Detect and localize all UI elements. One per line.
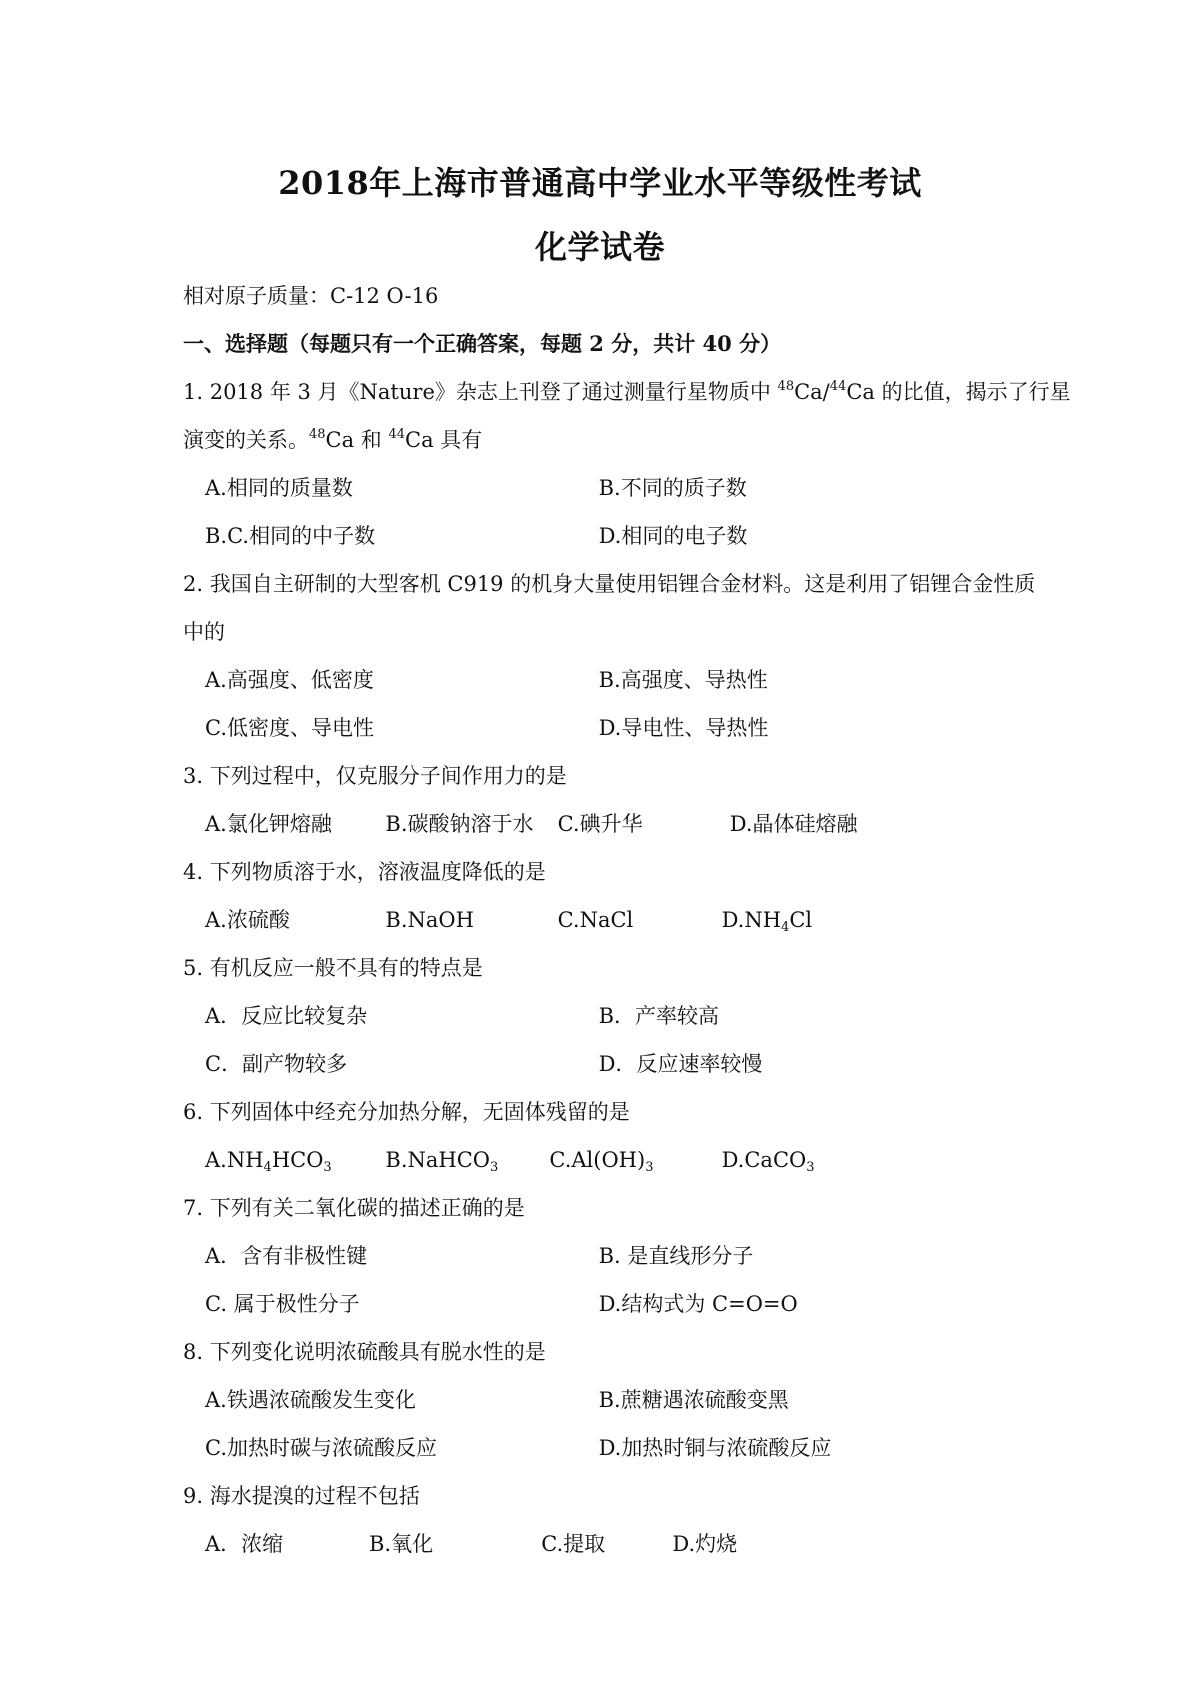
question-1-stem xyxy=(183,379,1071,404)
question-6-options xyxy=(205,1148,1025,1174)
q4-d-sub: 4 xyxy=(781,920,790,935)
q8-option-b[interactable]: B.蔗糖遇浓硫酸变黑 xyxy=(598,1388,789,1412)
q6-option-a[interactable] xyxy=(205,1148,332,1175)
question-6-stem: 6. 下列固体中经充分加热分解，无固体残留的是 xyxy=(183,1100,630,1124)
q1-ca-slash: Ca/ xyxy=(794,380,830,404)
q6-option-c[interactable] xyxy=(549,1148,654,1175)
q1-text-c: 演变的关系。 xyxy=(183,428,309,452)
question-5-options-row1 xyxy=(205,1004,1025,1030)
q2-option-b[interactable]: B.高强度、导热性 xyxy=(598,668,768,692)
q4-d-text-a: D.NH xyxy=(721,908,782,932)
q6-d-sub: 3 xyxy=(806,1160,815,1175)
q9-option-d[interactable]: D.灼烧 xyxy=(672,1532,738,1556)
q4-option-a[interactable]: A.浓硫酸 xyxy=(205,908,290,932)
q6-a-sub-2: 3 xyxy=(323,1160,332,1175)
question-9-stem: 9. 海水提溴的过程不包括 xyxy=(183,1484,420,1508)
q1-option-b[interactable]: B.不同的质子数 xyxy=(598,476,747,500)
q5-option-c[interactable]: C．副产物较多 xyxy=(205,1052,348,1076)
question-9-options xyxy=(205,1532,1025,1558)
q5-option-a[interactable]: A．反应比较复杂 xyxy=(205,1004,368,1028)
q3-option-d[interactable]: D.晶体硅熔融 xyxy=(729,812,858,836)
question-5-stem: 5. 有机反应一般不具有的特点是 xyxy=(183,956,483,980)
q1-option-c[interactable]: B.C.相同的中子数 xyxy=(205,524,376,548)
q4-option-d[interactable] xyxy=(721,908,813,935)
question-2-options-row2 xyxy=(205,716,1025,742)
question-5-options-row2 xyxy=(205,1052,1025,1078)
question-1-stem-cont xyxy=(183,428,1033,452)
q5-option-b[interactable]: B．产率较高 xyxy=(598,1004,720,1028)
q6-option-b[interactable] xyxy=(385,1148,499,1175)
q1-option-a[interactable]: A.相同的质量数 xyxy=(205,476,353,500)
q5-option-d[interactable]: D．反应速率较慢 xyxy=(598,1052,763,1076)
section-heading: 一、选择题（每题只有一个正确答案，每题 2 分，共计 40 分） xyxy=(183,331,782,356)
question-2-stem: 2. 我国自主研制的大型客机 C919 的机身大量使用铝锂合金材料。这是利用了铝锂合金性质 xyxy=(183,572,1036,596)
question-4-options xyxy=(205,908,1025,934)
question-7-options-row1 xyxy=(205,1244,1025,1270)
q8-option-a[interactable]: A.铁遇浓硫酸发生变化 xyxy=(205,1388,416,1412)
q2-option-d[interactable]: D.导电性、导热性 xyxy=(598,716,769,740)
q1-mass-48b: 48 xyxy=(309,427,326,442)
question-7-stem: 7. 下列有关二氧化碳的描述正确的是 xyxy=(183,1196,525,1220)
q9-option-a[interactable]: A．浓缩 xyxy=(205,1532,284,1556)
q7-option-a[interactable]: A．含有非极性键 xyxy=(205,1244,368,1268)
question-2-stem-cont: 中的 xyxy=(183,620,225,644)
exam-subtitle: 化学试卷 xyxy=(534,228,665,266)
question-7-options-row2 xyxy=(205,1292,1025,1318)
atomic-masses: 相对原子质量：C-12 O-16 xyxy=(183,284,439,308)
question-2-options-row1 xyxy=(205,668,1025,694)
q3-option-c[interactable]: C.碘升华 xyxy=(557,812,643,836)
q1-text-e: Ca 具有 xyxy=(405,428,483,452)
q9-option-c[interactable]: C.提取 xyxy=(541,1532,606,1556)
q1-text-a: 1. 2018 年 3 月《Nature》杂志上刊登了通过测量行星物质中 xyxy=(183,380,778,404)
q7-option-c[interactable]: C. 属于极性分子 xyxy=(205,1292,360,1316)
q3-option-a[interactable]: A.氯化钾熔融 xyxy=(205,812,332,836)
question-1-options-row1 xyxy=(205,476,1025,502)
q4-d-text-b: Cl xyxy=(789,908,813,932)
question-1-options-row2 xyxy=(205,524,1025,550)
q3-option-b[interactable]: B.碳酸钠溶于水 xyxy=(385,812,534,836)
q8-option-c[interactable]: C.加热时碳与浓硫酸反应 xyxy=(205,1436,437,1460)
q6-a-sub-1: 4 xyxy=(263,1160,272,1175)
q6-b-sub: 3 xyxy=(490,1160,499,1175)
q6-a-text-2: HCO xyxy=(271,1148,324,1172)
q1-text-b: Ca 的比值，揭示了行星 xyxy=(846,380,1071,404)
q6-c-text: C.Al(OH) xyxy=(549,1148,646,1172)
question-4-stem: 4. 下列物质溶于水，溶液温度降低的是 xyxy=(183,860,546,884)
q1-mass-48: 48 xyxy=(777,379,795,394)
q4-option-c[interactable]: C.NaCl xyxy=(557,908,634,932)
q6-option-d[interactable] xyxy=(721,1148,815,1175)
q2-option-c[interactable]: C.低密度、导电性 xyxy=(205,716,374,740)
exam-title: 2018年上海市普通高中学业水平等级性考试 xyxy=(278,164,922,202)
question-8-options-row2 xyxy=(205,1436,1025,1462)
q9-option-b[interactable]: B.氧化 xyxy=(369,1532,434,1556)
q6-d-text: D.CaCO xyxy=(721,1148,807,1172)
question-8-stem: 8. 下列变化说明浓硫酸具有脱水性的是 xyxy=(183,1340,546,1364)
q1-text-d: Ca 和 xyxy=(325,428,389,452)
q8-option-d[interactable]: D.加热时铜与浓硫酸反应 xyxy=(598,1436,832,1460)
question-3-options xyxy=(205,812,1025,838)
question-3-stem: 3. 下列过程中，仅克服分子间作用力的是 xyxy=(183,764,567,788)
q6-c-sub: 3 xyxy=(645,1160,654,1175)
q2-option-a[interactable]: A.高强度、低密度 xyxy=(205,668,374,692)
q7-option-d[interactable]: D.结构式为 C=O=O xyxy=(598,1292,798,1316)
q1-mass-44: 44 xyxy=(829,379,847,394)
q7-option-b[interactable]: B. 是直线形分子 xyxy=(598,1244,754,1268)
question-8-options-row1 xyxy=(205,1388,1025,1414)
q4-option-b[interactable]: B.NaOH xyxy=(385,908,474,932)
q1-option-d[interactable]: D.相同的电子数 xyxy=(598,524,748,548)
q6-b-text: B.NaHCO xyxy=(385,1148,490,1172)
q1-mass-44b: 44 xyxy=(388,427,406,442)
q6-a-text-1: A.NH xyxy=(205,1148,264,1172)
